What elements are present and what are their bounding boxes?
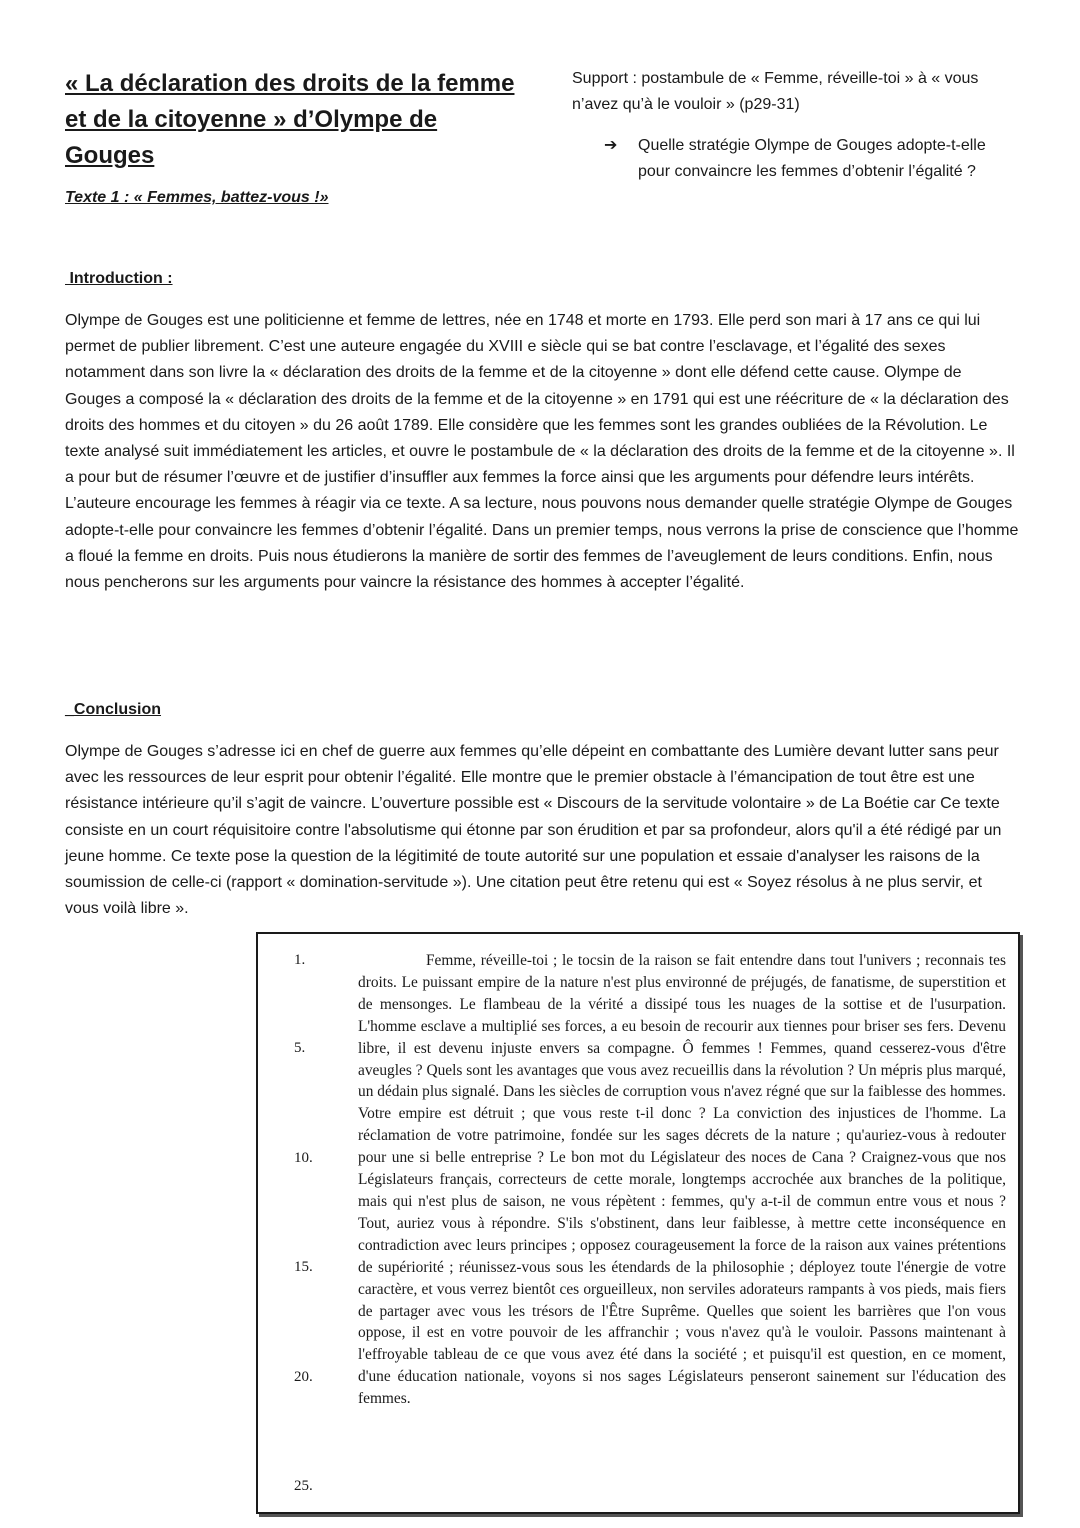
conclusion-heading: _Conclusion — [65, 701, 162, 718]
line-number: 1. — [294, 952, 306, 968]
arrow-right-icon: ➔ — [604, 137, 618, 154]
text-subtitle: Texte 1 : « Femmes, battez-vous !» — [65, 189, 329, 206]
line-number: 20. — [294, 1369, 313, 1385]
document-title: « La déclaration des droits de la femme et de la citoyenne » d’Olympe de Gouges — [65, 70, 515, 169]
question-text: Quelle stratégie Olympe de Gouges adopte-t-elle pour convaincre les femmes d’obtenir l’égalité ? — [638, 137, 986, 180]
support-note: Support : postambule de « Femme, réveille-toi » à « vous n’avez qu’à le vouloir » (p29-31) — [572, 70, 979, 113]
conclusion-text: Olympe de Gouges s’adresse ici en chef de guerre aux femmes qu’elle dépeint en combattante des Lumière devant lutter sans peur avec les ressources de leur esprit pour obtenir l’égalité. Elle montre que le premier obstacle à l’émancipation de tout être est une résistance intérieure qu’il s’agit de vaincre. L’ouverture possible est « Discours de la servitude volontaire » de La Boétie car Ce texte consiste en un court réquisitoire contre l'absolutisme qui étonne par son érudition et par sa profondeur, alors qu'il a été rédigé par un jeune homme. Ce texte pose la question de la légitimité de toute autorité sur une population et essaie d'analyser les raisons de la soumission de celle-ci (rapport « domination-servitude »). Une citation peut être retenu qui est « Soyez résolus à ne plus servir, et vous voilà libre ». — [65, 743, 1002, 918]
excerpt-box — [256, 932, 1020, 1514]
line-number: 10. — [294, 1150, 313, 1166]
line-number: 5. — [294, 1040, 306, 1056]
problematic-question — [604, 133, 1014, 185]
excerpt-text — [358, 950, 1006, 1410]
line-number: 25. — [294, 1478, 313, 1494]
introduction-heading: Introduction : — [65, 270, 173, 287]
introduction-text: Olympe de Gouges est une politicienne et femme de lettres, née en 1748 et morte en 1793. Elle perd son mari à 17 ans ce qui lui permet de publier librement. C’est une auteure engagée du XVIII e siècle qui se bat contre l’esclavage, et l’égalité des sexes notamment dans son livre la « déclaration des droits de la femme et de la citoyenne » dont elle défend cette cause. Olympe de Gouges a composé la « déclaration des droits de la femme et de la citoyenne » en 1791 qui est une réécriture de « la déclaration des droits des hommes et du citoyen » du 26 août 1789. Elle considère que les femmes sont les grandes oubliées de la Révolution. Le texte analysé suit immédiatement les articles, et ouvre le postambule de « la déclaration des droits de la femme et de la citoyenne ». Il a pour but de résumer l’œuvre et de justifier d’insuffler aux femmes la force ainsi que les arguments pour défendre leurs intérêts. L’auteure encourage les femmes à réagir via ce texte. A sa lecture, nous pouvons nous demander quelle stratégie Olympe de Gouges adopte-t-elle pour convaincre les femmes d’obtenir l’égalité. Dans un premier temps, nous verrons la prise de conscience que l’homme a floué la femme en droits. Puis nous étudierons la manière de sortir des femmes de l’aveuglement de leurs conditions. Enfin, nous nous pencherons sur les arguments pour vaincre la résistance des hommes à accepter l’égalité. — [65, 312, 1019, 592]
excerpt-body: Femme, réveille-toi ; le tocsin de la raison se fait entendre dans tout l'univers ; reconnais tes droits. Le puissant empire de la nature n'est plus environné de préjugés, de fanatisme, de superstition et de mensonges. Le flambeau de la vérité a dissipé tous les nuages de la sottise et de l'usurpation. L'homme esclave a multiplié ses forces, a eu besoin de recourir aux tiennes pour briser ses fers. Devenu libre, il est devenu injuste envers sa compagne. Ô femmes ! Femmes, quand cesserez-vous d'être aveugles ? Quels sont les avantages que vous avez recueillis dans la révolution ? Un mépris plus marqué, un dédain plus signalé. Dans les siècles de corruption vous n'avez régné que sur la faiblesse des hommes. Votre empire est détruit ; que vous reste t-il donc ? La conviction des injustices de l'homme. La réclamation de votre patrimoine, fondée sur les sages décrets de la nature ; qu'auriez-vous à redouter pour une si belle entreprise ? Le bon mot du Législateur des noces de Cana ? Craignez-vous que nos Législateurs français, correcteurs de cette morale, longtemps accrochée aux branches de la politique, mais qui n'est plus de saison, ne vous répètent : femmes, qu'y a-t-il de commun entre vous et nous ? Tout, auriez vous à répondre. S'ils s'obstinent, dans leur faiblesse, à mettre cette inconséquence en contradiction avec leurs principes ; opposez courageusement la force de la raison aux vaines prétentions de supériorité ; réunissez-vous sous les étendards de la philosophie ; déployez toute l'énergie de votre caractère, et vous verrez bientôt ces orgueilleux, non serviles adorateurs rampants à vos pieds, mais fiers de partager avec vous les trésors de l'Être Suprême. Quelles que soient les barrières que l'on vous oppose, il est en votre pouvoir de les affranchir ; vous n'avez qu'à le vouloir. Passons maintenant à l'effroyable tableau de ce que vous avez été dans la société ; et puisqu'il est question, en ce moment, d'une éducation nationale, voyons si nos sages Législateurs penseront sainement sur l'éducation des femmes. — [358, 952, 1006, 1408]
line-number: 15. — [294, 1259, 313, 1275]
